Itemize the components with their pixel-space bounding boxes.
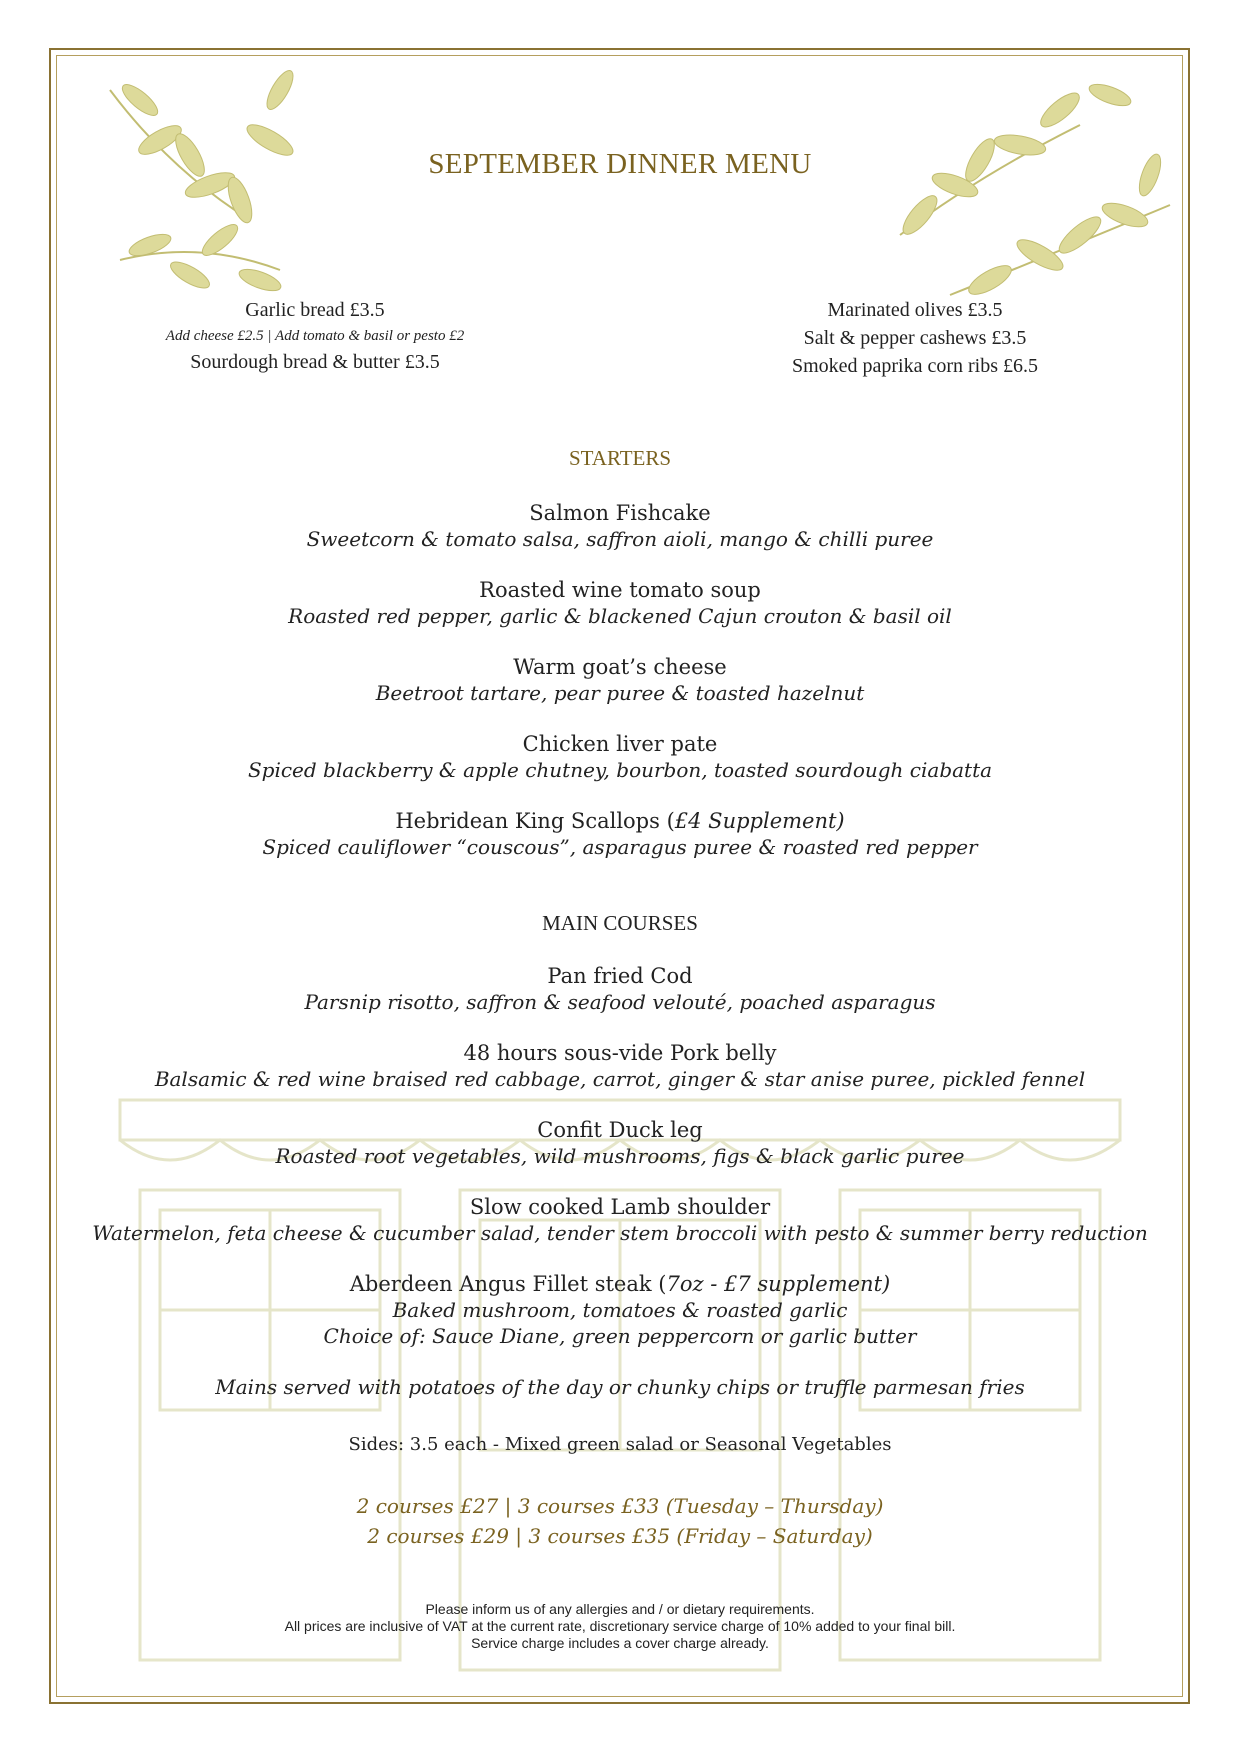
- main-item: [60, 1271, 1180, 1349]
- dish-name: [60, 808, 1180, 834]
- dish-description: Spiced blackberry & apple chutney, bourbon, toasted sourdough ciabatta: [247, 758, 993, 782]
- nibble-addons-note: Add cheese £2.5 | Add tomato & basil or pesto £2: [165, 328, 465, 344]
- dish-description: Baked mushroom, tomatoes & roasted garlic: [392, 1298, 848, 1322]
- starter-item: [60, 808, 1180, 860]
- dish-name: Pan fried Cod: [547, 964, 693, 988]
- nibble-cashews: Salt & pepper cashews £3.5: [803, 327, 1027, 349]
- main-item: [60, 1040, 1180, 1092]
- starter-item: [60, 577, 1180, 629]
- dish-name: Confit Duck leg: [537, 1118, 703, 1142]
- starter-item: [60, 500, 1180, 552]
- dish-name: [60, 1271, 1180, 1297]
- menu-title: SEPTEMBER DINNER MENU: [428, 148, 812, 180]
- nibble-olives: Marinated olives £3.5: [827, 299, 1003, 321]
- footer-vat: All prices are inclusive of VAT at the current rate, discretionary service charge of 10% added to your final bill.: [284, 1618, 956, 1634]
- dish-description: Balsamic & red wine braised red cabbage, carrot, ginger & star anise puree, pickled fennel: [154, 1067, 1086, 1091]
- nibble-garlic-bread: Garlic bread £3.5: [245, 299, 385, 321]
- dish-description: Spiced cauliflower “couscous”, asparagus puree & roasted red pepper: [262, 835, 978, 859]
- nibbles-left: [115, 296, 515, 376]
- dish-description: Parsnip risotto, saffron & seafood velouté, poached asparagus: [304, 990, 936, 1014]
- sides-note: Sides: 3.5 each - Mixed green salad or Seasonal Vegetables: [348, 1434, 892, 1455]
- dish-supplement: 7oz - £7 supplement): [666, 1272, 891, 1296]
- nibbles-right: [715, 296, 1115, 380]
- footer-allergies: Please inform us of any allergies and / or dietary requirements.: [425, 1601, 815, 1617]
- mains-served-with: Mains served with potatoes of the day or chunky chips or truffle parmesan fries: [215, 1375, 1025, 1399]
- pricing-weekend: 2 courses £29 | 3 courses £35 (Friday – Saturday): [367, 1524, 873, 1548]
- dish-name: 48 hours sous-vide Pork belly: [463, 1041, 777, 1065]
- dish-supplement: £4 Supplement): [674, 809, 845, 833]
- dish-name: Salmon Fishcake: [529, 501, 711, 525]
- dish-name: Warm goat’s cheese: [513, 655, 727, 679]
- leaf-decoration-right-icon: [880, 65, 1180, 305]
- dish-name: Chicken liver pate: [522, 732, 718, 756]
- dish-name: Slow cooked Lamb shoulder: [469, 1195, 771, 1219]
- footer-cover-charge: Service charge includes a cover charge already.: [471, 1635, 769, 1651]
- nibble-corn-ribs: Smoked paprika corn ribs £6.5: [791, 355, 1039, 377]
- main-item: [60, 1194, 1180, 1246]
- nibble-sourdough: Sourdough bread & butter £3.5: [190, 351, 440, 373]
- dish-description: Sweetcorn & tomato salsa, saffron aioli, mango & chilli puree: [306, 527, 934, 551]
- footer: [60, 1601, 1180, 1652]
- dish-name-text: Hebridean King Scallops (: [395, 809, 675, 833]
- dish-description: Watermelon, feta cheese & cucumber salad, tender stem broccoli with pesto & summer berry reduction: [92, 1221, 1148, 1245]
- starters-heading: STARTERS: [568, 446, 672, 470]
- dish-description: Beetroot tartare, pear puree & toasted hazelnut: [375, 681, 865, 705]
- main-item: [60, 963, 1180, 1015]
- starter-item: [60, 654, 1180, 706]
- pricing-weekday: 2 courses £27 | 3 courses £33 (Tuesday – Thursday): [356, 1494, 884, 1518]
- dish-description: Roasted red pepper, garlic & blackened Cajun crouton & basil oil: [288, 604, 952, 628]
- dish-description: Roasted root vegetables, wild mushrooms, figs & black garlic puree: [275, 1144, 965, 1168]
- dish-name: Roasted wine tomato soup: [479, 578, 761, 602]
- main-item: [60, 1117, 1180, 1169]
- starter-item: [60, 731, 1180, 783]
- dish-name-text: Aberdeen Angus Fillet steak (: [349, 1272, 667, 1296]
- dish-description-choice: Choice of: Sauce Diane, green peppercorn or garlic butter: [323, 1324, 917, 1348]
- mains-heading: MAIN COURSES: [542, 911, 698, 935]
